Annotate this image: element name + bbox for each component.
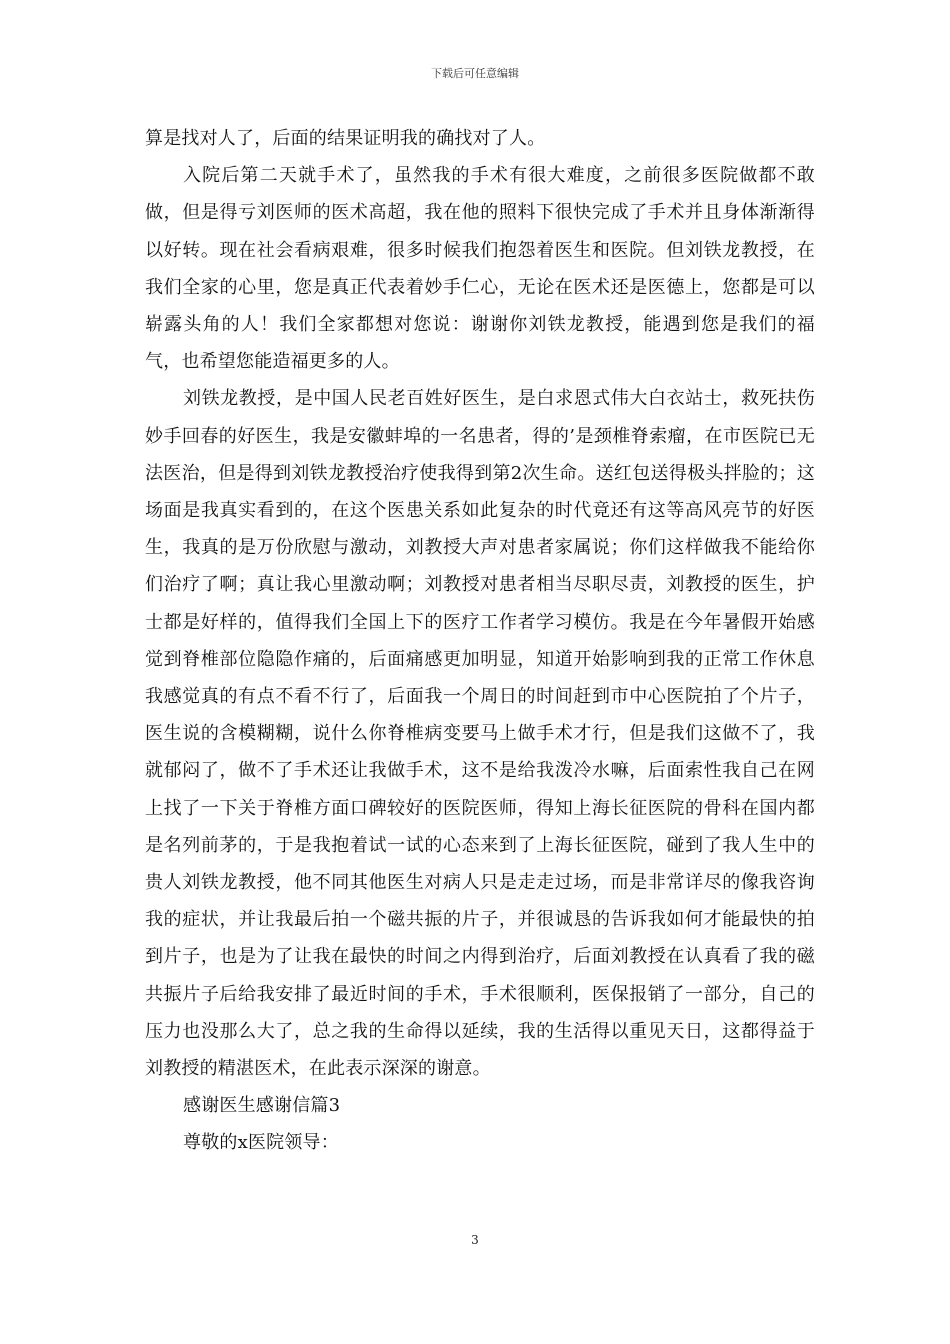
paragraph-testimonial: 刘铁龙教授，是中国人民老百姓好医生，是白求恩式伟大白衣站士，救死扶伤妙手回春的好医生，我是安徽蚌埠的一名患者，得的’是颈椎脊索瘤，在市医院已无法医治，但是得到刘铁龙教授治疗使我得到第2次生命。送红包送得极头拌脸的；这场面是我真实看到的，在这个医患关系如此复杂的时代竟还有这等高风亮节的好医生，我真的是万份欣慰与激动，刘教授大声对患者家属说；你们这样做我不能给你们治疗了啊；真让我心里激动啊；刘教授对患者相当尽职尽责，刘教授的医生，护士都是好样的，值得我们全国上下的医疗工作者学习模仿。我是在今年暑假开始感觉到脊椎部位隐隐作痛的，后面痛感更加明显，知道开始影响到我的正常工作休息我感觉真的有点不看不行了，后面我一个周日的时间赶到市中心医院拍了个片子，医生说的含模糊糊，说什么你脊椎病变要马上做手术才行，但是我们这做不了，我就郁闷了，做不了手术还让我做手术，这不是给我泼冷水嘛，后面索性我自己在网上找了一下关于脊椎方面口碑较好的医院医师，得知上海长征医院的骨科在国内都是名列前茅的，于是我抱着试一试的心态来到了上海长征医院，碰到了我人生中的贵人刘铁龙教授，他不同其他医生对病人只是走走过场，而是非常详尽的像我咨询我的症状，并让我最后拍一个磁共振的片子，并很诚恳的告诉我如何才能最快的拍到片子，也是为了让我在最快的时间之内得到治疗，后面刘教授在认真看了我的磁共振片子后给我安排了最近时间的手术，手术很顺利，医保报销了一部分，自己的压力也没那么大了，总之我的生命得以延续，我的生活得以重见天日，这都得益于刘教授的精湛医术，在此表示深深的谢意。: [145, 388, 815, 1080]
page-header: 下载后可任意编辑: [431, 67, 519, 80]
paragraph-continuation: 算是找对人了，后面的结果证明我的确找对了人。: [145, 128, 546, 149]
paragraph-surgery: 入院后第二天就手术了，虽然我的手术有很大难度，之前很多医院做都不敢做，但是得亏刘医师的医术高超，我在他的照料下很快完成了手术并且身体渐渐得以好转。现在社会看病艰难，很多时候我们抱怨着医生和医院。但刘铁龙教授，在我们全家的心里，您是真正代表着妙手仁心，无论在医术还是医德上，您都是可以崭露头角的人！我们全家都想对您说：谢谢你刘铁龙教授，能遇到您是我们的福气，也希望您能造福更多的人。: [145, 165, 815, 373]
page-number: 3: [471, 1233, 479, 1247]
document-body: [145, 120, 815, 1162]
section-heading: 感谢医生感谢信篇3: [183, 1095, 341, 1117]
letter-salutation: 尊敬的x医院领导：: [183, 1132, 339, 1154]
